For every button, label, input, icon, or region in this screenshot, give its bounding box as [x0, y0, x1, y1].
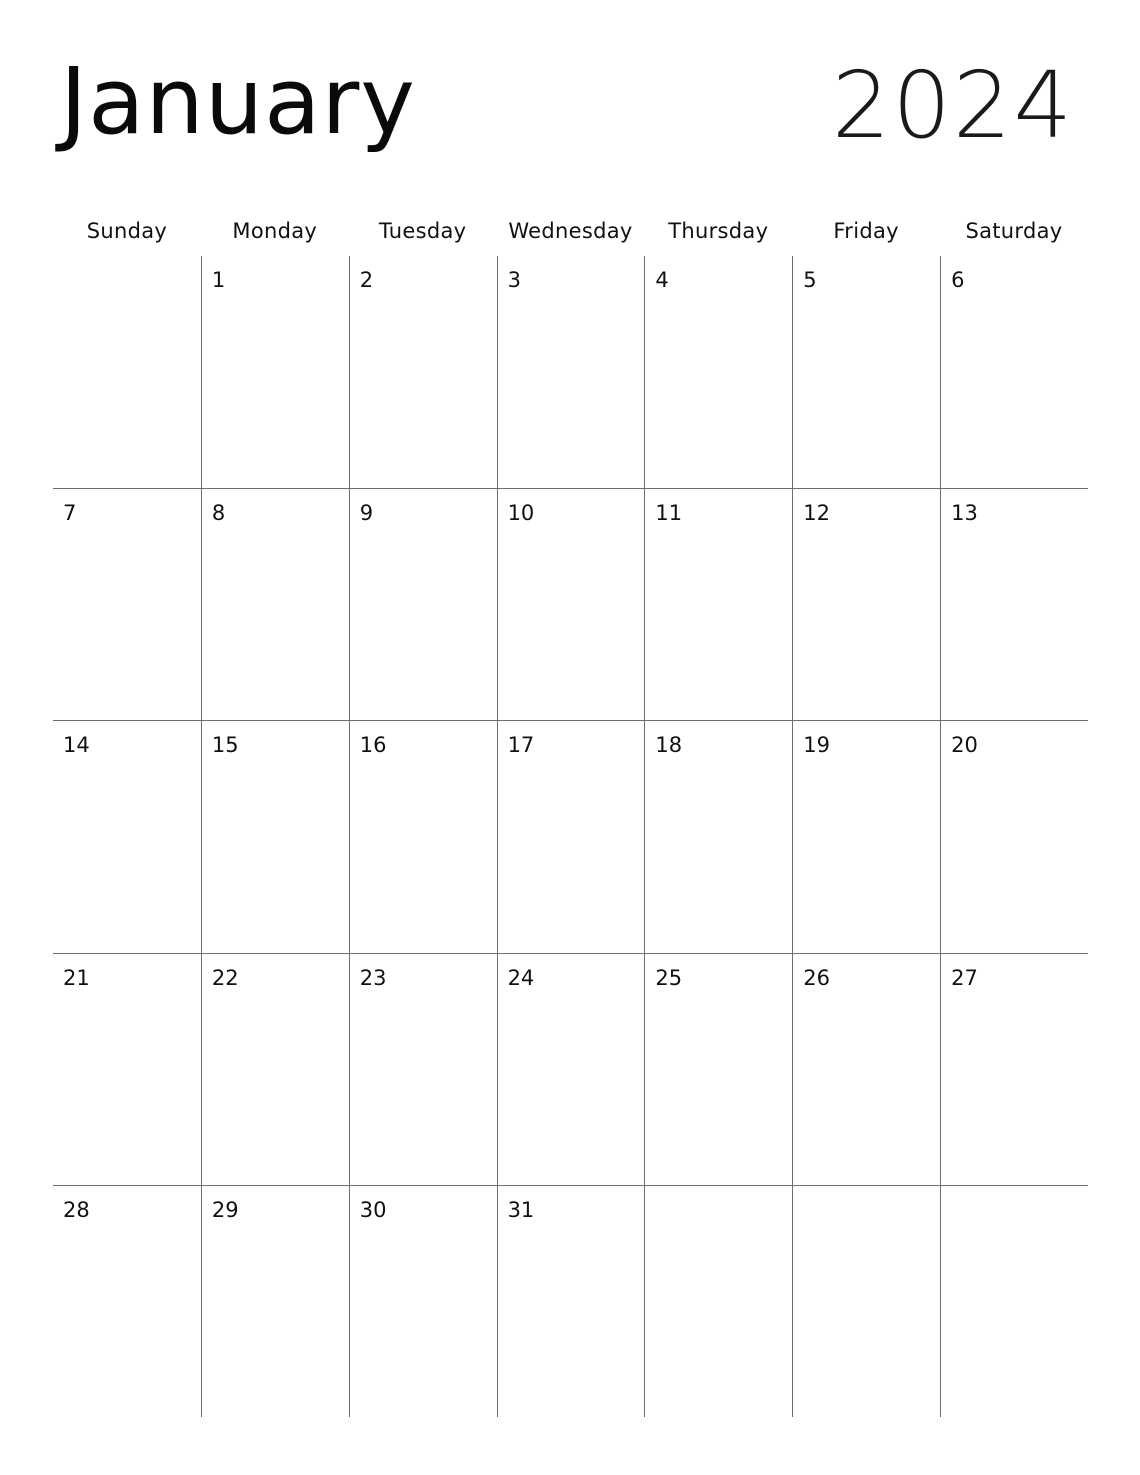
day-cell[interactable]	[497, 256, 645, 488]
day-cell[interactable]	[349, 953, 497, 1185]
year-title: 2024	[831, 52, 1074, 159]
day-number: 5	[803, 268, 817, 292]
day-number: 2	[359, 268, 374, 292]
day-number: 23	[359, 965, 387, 990]
day-cell[interactable]	[53, 488, 201, 720]
day-cell[interactable]	[644, 488, 792, 720]
day-number: 18	[655, 733, 683, 758]
day-cell[interactable]	[349, 256, 497, 488]
day-cell[interactable]	[53, 1185, 201, 1417]
day-cell[interactable]	[201, 256, 349, 488]
day-number: 26	[803, 965, 831, 990]
day-cell[interactable]	[940, 256, 1088, 488]
day-cell[interactable]	[497, 953, 645, 1185]
weekday-thursday: Thursday	[668, 219, 769, 243]
day-number: 28	[63, 1197, 90, 1222]
day-cell[interactable]	[940, 720, 1088, 952]
day-cell[interactable]	[792, 720, 940, 952]
weekday-saturday: Saturday	[965, 219, 1063, 243]
day-cell[interactable]	[497, 488, 645, 720]
day-number: 4	[655, 268, 669, 292]
day-number: 9	[359, 501, 374, 526]
day-cell[interactable]	[349, 1185, 497, 1417]
day-cell[interactable]	[497, 720, 645, 952]
day-cell[interactable]	[792, 953, 940, 1185]
month-title: January	[60, 48, 416, 155]
weekday-wednesday: Wednesday	[508, 219, 633, 243]
day-number: 6	[951, 268, 965, 292]
day-cell[interactable]	[940, 488, 1088, 720]
day-number: 1	[211, 268, 226, 292]
day-number: 7	[63, 501, 77, 526]
day-number: 20	[951, 733, 978, 758]
day-number: 13	[951, 501, 978, 526]
day-cell[interactable]	[644, 953, 792, 1185]
day-cell[interactable]	[201, 720, 349, 952]
day-number: 29	[211, 1197, 239, 1222]
day-cell[interactable]	[940, 1185, 1088, 1417]
day-number: 30	[359, 1197, 387, 1222]
day-cell[interactable]	[644, 256, 792, 488]
weekday-header-row	[53, 213, 1088, 249]
day-number: 17	[507, 733, 535, 758]
day-number: 14	[63, 733, 90, 758]
day-number: 21	[63, 965, 90, 990]
day-number: 15	[211, 733, 239, 758]
weekday-tuesday: Tuesday	[378, 219, 467, 243]
weekday-friday: Friday	[833, 219, 899, 243]
day-number: 10	[507, 501, 535, 526]
day-cell[interactable]	[201, 488, 349, 720]
day-number: 25	[655, 965, 683, 990]
day-number: 22	[211, 965, 239, 990]
day-number: 12	[803, 501, 831, 526]
day-cell[interactable]	[349, 488, 497, 720]
day-cell[interactable]	[201, 1185, 349, 1417]
calendar-grid	[53, 256, 1088, 1417]
day-number: 31	[507, 1197, 535, 1222]
day-number: 19	[803, 733, 831, 758]
day-number: 16	[359, 733, 387, 758]
day-number: 3	[507, 268, 521, 292]
day-cell[interactable]	[644, 1185, 792, 1417]
day-number: 8	[211, 501, 226, 526]
day-cell[interactable]	[644, 720, 792, 952]
weekday-sunday: Sunday	[86, 219, 168, 243]
day-cell[interactable]	[53, 256, 201, 488]
day-cell[interactable]	[201, 953, 349, 1185]
day-number: 24	[507, 965, 535, 990]
day-number: 11	[655, 501, 683, 526]
weekday-monday: Monday	[232, 219, 318, 243]
day-cell[interactable]	[53, 953, 201, 1185]
day-cell[interactable]	[792, 488, 940, 720]
day-cell[interactable]	[792, 256, 940, 488]
day-cell[interactable]	[349, 720, 497, 952]
day-cell[interactable]	[940, 953, 1088, 1185]
day-cell[interactable]	[792, 1185, 940, 1417]
day-cell[interactable]	[53, 720, 201, 952]
day-number: 27	[951, 965, 978, 990]
day-cell[interactable]	[497, 1185, 645, 1417]
